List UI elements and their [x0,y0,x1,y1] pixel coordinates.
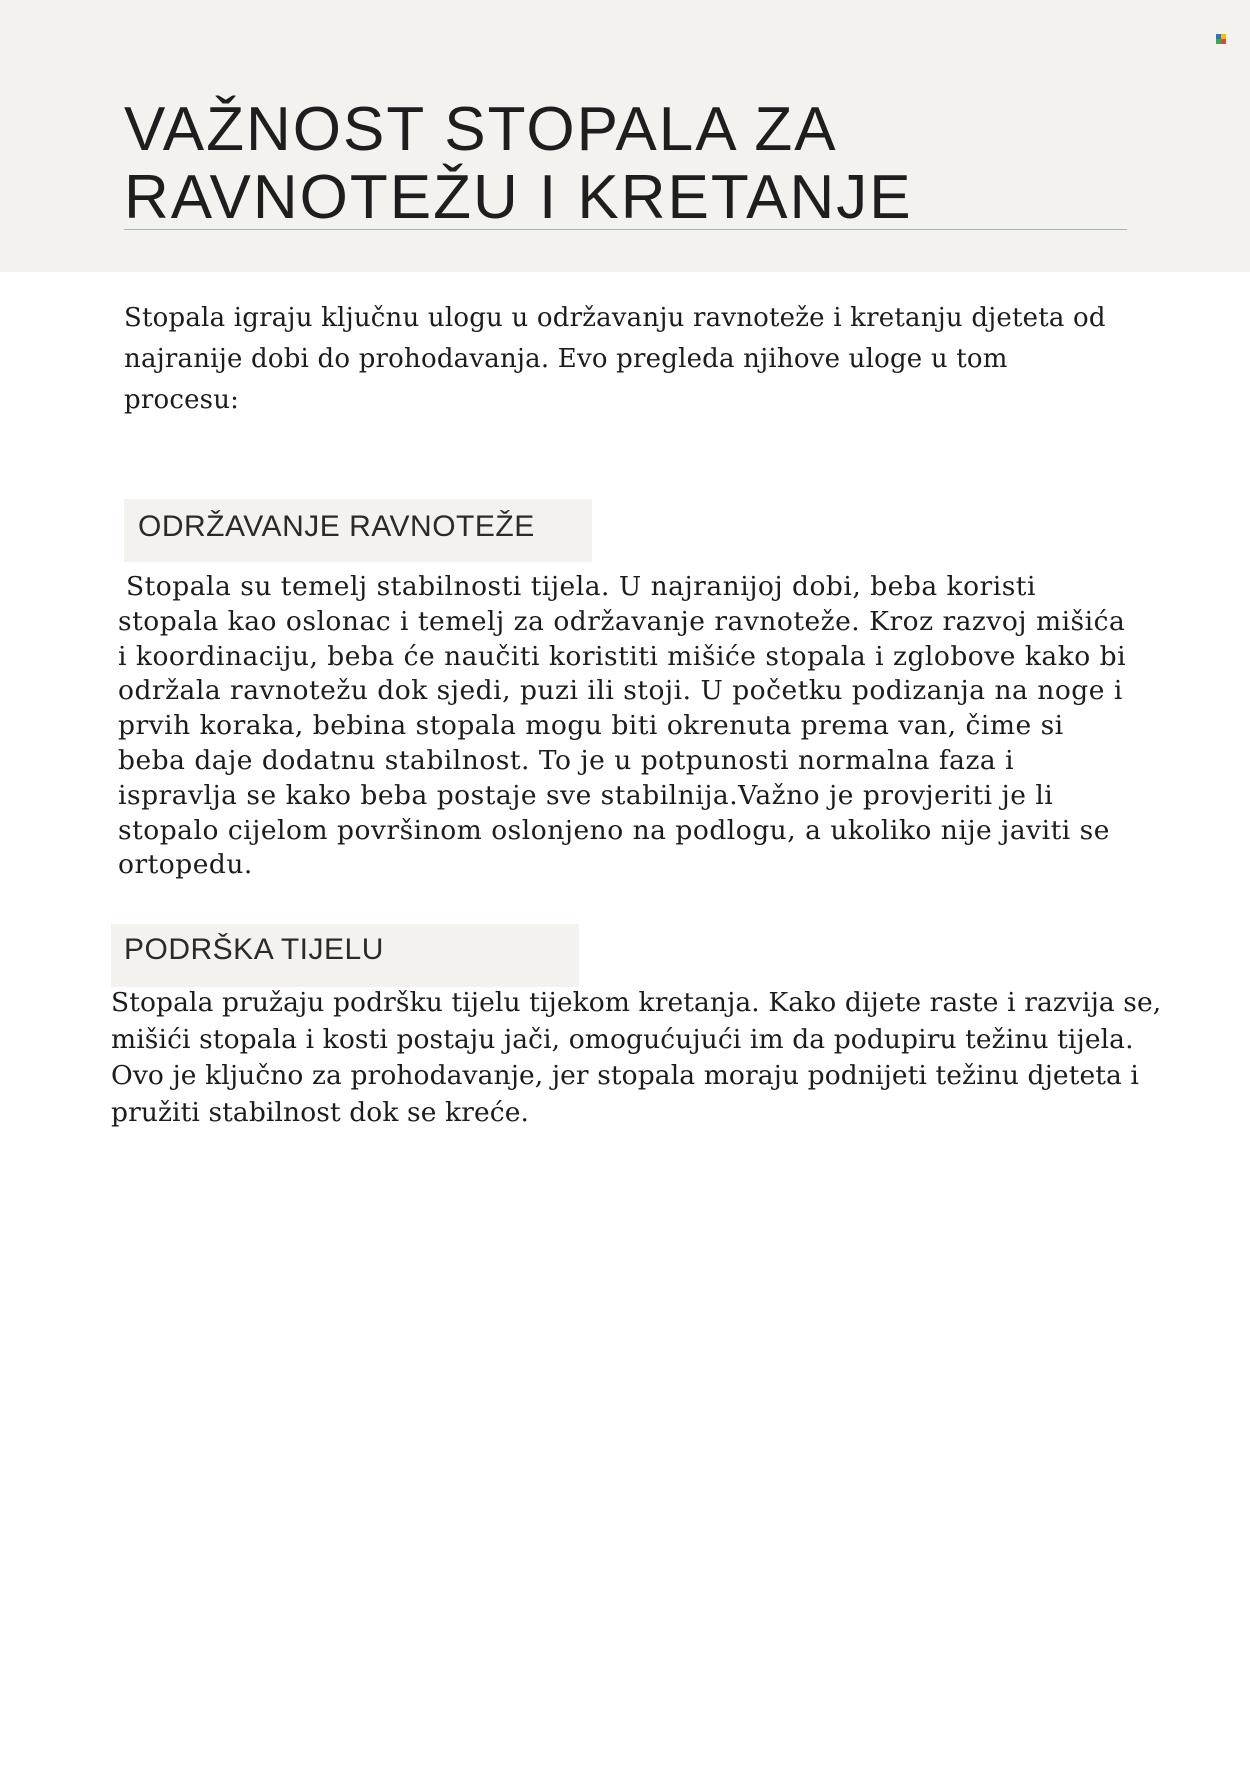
page-title: VAŽNOST STOPALA ZA RAVNOTEŽU I KRETANJE [124,95,913,232]
intro-paragraph: Stopala igraju ključnu ulogu u održavanju ravnoteže i kretanju djeteta od najranije dobi do prohodavanja. Evo pregleda njihove uloge u tom procesu: [124,303,1106,415]
section-heading-balance: ODRŽAVANJE RAVNOTEŽE [138,510,535,543]
title-divider [124,229,1127,230]
section-heading-support: PODRŠKA TIJELU [124,933,384,966]
multicolor-logo-icon [1216,34,1226,44]
section-body-support: Stopala pružaju podršku tijelu tijekom kretanja. Kako dijete raste i razvija se, mišići stopala i kosti postaju jači, omogućujući im da podupiru težinu tijela. Ovo je ključno za prohodavanje, jer stopala moraju podnijeti težinu djeteta i pružiti stabilnost dok se kreće. [111,987,1162,1128]
section-body-balance: Stopala su temelj stabilnosti tijela. U najranijoj dobi, beba koristi stopala kao oslonac i temelj za održavanje ravnoteže. Kroz razvoj mišića i koordinaciju, beba će naučiti koristiti mišiće stopala i zglobove kako bi održala ravnotežu dok sjedi, puzi ili stoji. U početku podizanja na noge i prvih koraka, bebina stopala mogu biti okrenuta prema van, čime si beba daje dodatnu stabilnost. To je u potpunosti normalna faza i ispravlja se kako beba postaje sve stabilnija.Važno je provjeriti je li stopalo cijelom površinom oslonjeno na podlogu, a ukoliko nije javiti se ortopedu. [118,571,1127,881]
